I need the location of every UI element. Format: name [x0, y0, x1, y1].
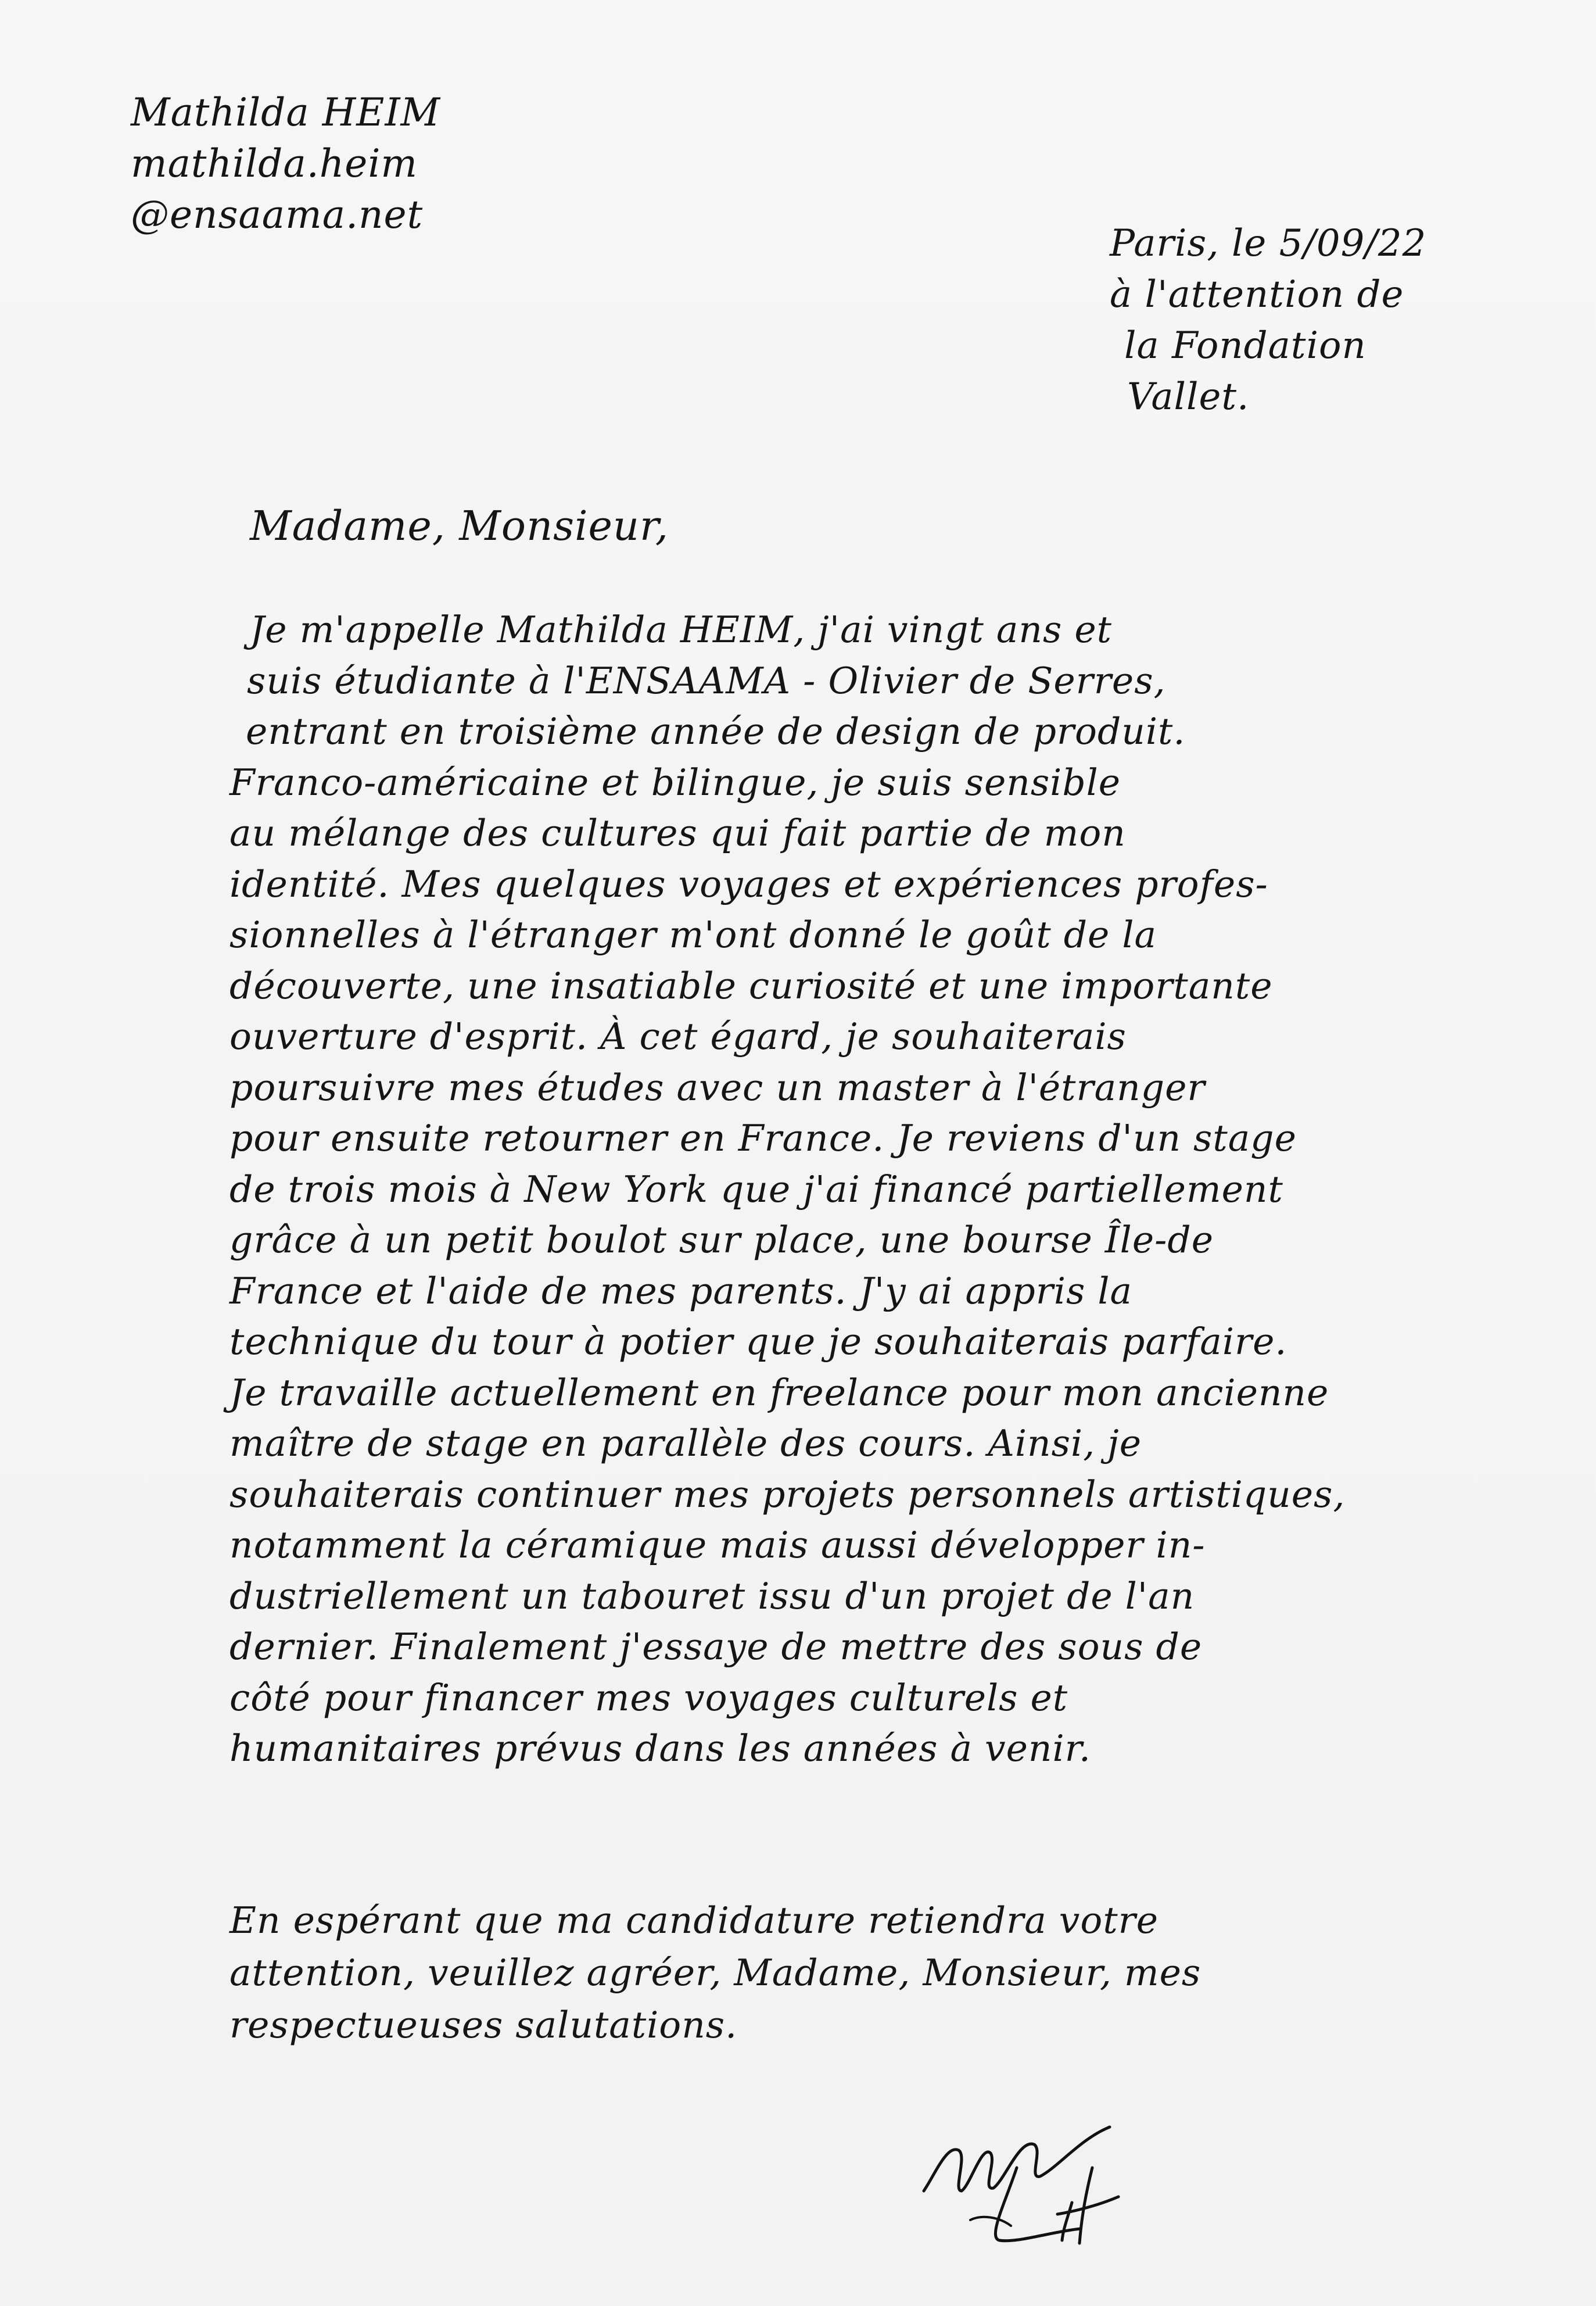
recipient-line-1: à l'attention de: [1110, 273, 1404, 316]
body-line: Franco-américaine et bilingue, je suis sensible: [229, 761, 1121, 804]
sender-name: Mathilda HEIM: [131, 90, 441, 135]
recipient-line-2: la Fondation: [1124, 324, 1367, 367]
salutation: Madame, Monsieur,: [250, 502, 669, 550]
body-line: côté pour financer mes voyages culturels et: [229, 1676, 1068, 1719]
body-line: sionnelles à l'étranger m'ont donné le goût de la: [229, 914, 1157, 956]
sender-email-user: mathilda.heim: [131, 141, 418, 186]
closing-line: respectueuses salutations.: [229, 2004, 738, 2046]
body-line: ouverture d'esprit. À cet égard, je souhaiterais: [229, 1015, 1127, 1058]
body-line: découverte, une insatiable curiosité et une importante: [229, 964, 1273, 1007]
body-line: souhaiterais continuer mes projets personnels artistiques,: [229, 1473, 1346, 1516]
recipient-line-3: Vallet.: [1127, 375, 1250, 418]
body-line: identité. Mes quelques voyages et expériences profes-: [229, 862, 1268, 905]
body-line: notamment la céramique mais aussi développer in-: [229, 1524, 1206, 1566]
sender-block: [131, 87, 537, 241]
body-line: entrant en troisième année de design de produit.: [246, 710, 1186, 753]
body-line: technique du tour à potier que je souhaiterais parfaire.: [229, 1320, 1287, 1363]
closing-line: En espérant que ma candidature retiendra votre: [229, 1899, 1159, 1942]
letter-body: [229, 604, 1386, 1774]
body-line: grâce à un petit boulot sur place, une bourse Île-de: [229, 1219, 1214, 1261]
body-line: suis étudiante à l'ENSAAMA - Olivier de Serres,: [247, 659, 1166, 702]
body-line: poursuivre mes études avec un master à l'étranger: [229, 1066, 1206, 1109]
body-line: Je travaille actuellement en freelance pour mon ancienne: [229, 1371, 1329, 1414]
body-line: dernier. Finalement j'essaye de mettre des sous de: [229, 1625, 1203, 1668]
body-line: de trois mois à New York que j'ai financé partiellement: [229, 1168, 1283, 1211]
closing-paragraph: [229, 1895, 1386, 2051]
body-line: au mélange des cultures qui fait partie de mon: [229, 812, 1126, 854]
signature-icon: [918, 2104, 1150, 2261]
body-line: dustriellement un tabouret issu d'un projet de l'an: [229, 1574, 1195, 1617]
body-line: Je m'appelle Mathilda HEIM, j'ai vingt ans et: [250, 608, 1112, 651]
date-recipient-block: [1110, 218, 1528, 422]
sender-email-domain: @ensaama.net: [131, 192, 424, 237]
place-date: Paris, le 5/09/22: [1110, 222, 1427, 265]
body-line: maître de stage en parallèle des cours. Ainsi, je: [229, 1422, 1142, 1464]
body-line: France et l'aide de mes parents. J'y ai appris la: [229, 1269, 1133, 1312]
body-line: pour ensuite retourner en France. Je reviens d'un stage: [229, 1117, 1297, 1159]
closing-line: attention, veuillez agréer, Madame, Monsieur, mes: [229, 1951, 1202, 1994]
body-line: humanitaires prévus dans les années à venir.: [229, 1727, 1091, 1770]
